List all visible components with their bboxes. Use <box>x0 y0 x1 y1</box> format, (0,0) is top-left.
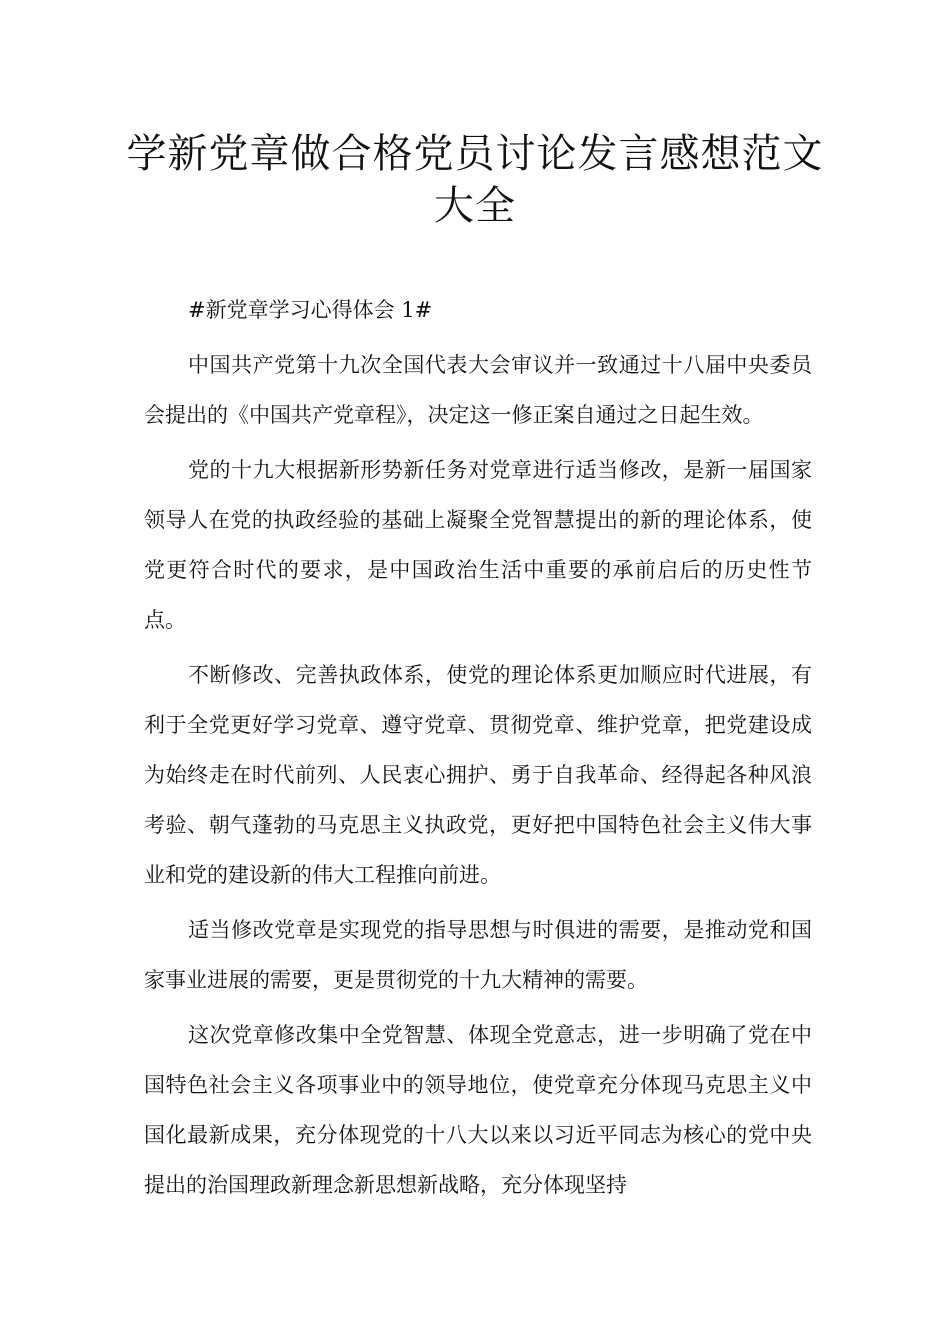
section-heading: #新党章学习心得体会 1# <box>188 298 433 322</box>
document-body <box>144 285 812 1210</box>
paragraph-1: 中国共产党第十九次全国代表大会审议并一致通过十八届中央委员会提出的《中国共产党章程》，决定这一修正案自通过之日起生效。 <box>144 353 812 427</box>
document-title <box>100 128 850 232</box>
title-line-1: 学新党章做合格党员讨论发言感想范文 <box>126 131 824 177</box>
paragraph-3: 不断修改、完善执政体系，使党的理论体系更加顺应时代进展，有利于全党更好学习党章、遵守党章、贯彻党章、维护党章，把党建设成为始终走在时代前列、人民衷心拥护、勇于自我革命、经得起各种风浪考验、朝气蓬勃的马克思主义执政党，更好把中国特色社会主义伟大事业和党的建设新的伟大工程推向前进。 <box>144 663 812 887</box>
title-line-2: 大全 <box>434 183 516 229</box>
paragraph-2: 党的十九大根据新形势新任务对党章进行适当修改，是新一届国家领导人在党的执政经验的基础上凝聚全党智慧提出的新的理论体系，使党更符合时代的要求，是中国政治生活中重要的承前启后的历史性节点。 <box>144 458 812 632</box>
paragraph-4: 适当修改党章是实现党的指导思想与时俱进的需要，是推动党和国家事业进展的需要，更是贯彻党的十九大精神的需要。 <box>144 918 812 992</box>
paragraph-5: 这次党章修改集中全党智慧、体现全党意志，进一步明确了党在中国特色社会主义各项事业中的领导地位，使党章充分体现马克思主义中国化最新成果，充分体现党的十八大以来以习近平同志为核心的党中央提出的治国理政新理念新思想新战略，充分体现坚持 <box>144 1023 812 1197</box>
